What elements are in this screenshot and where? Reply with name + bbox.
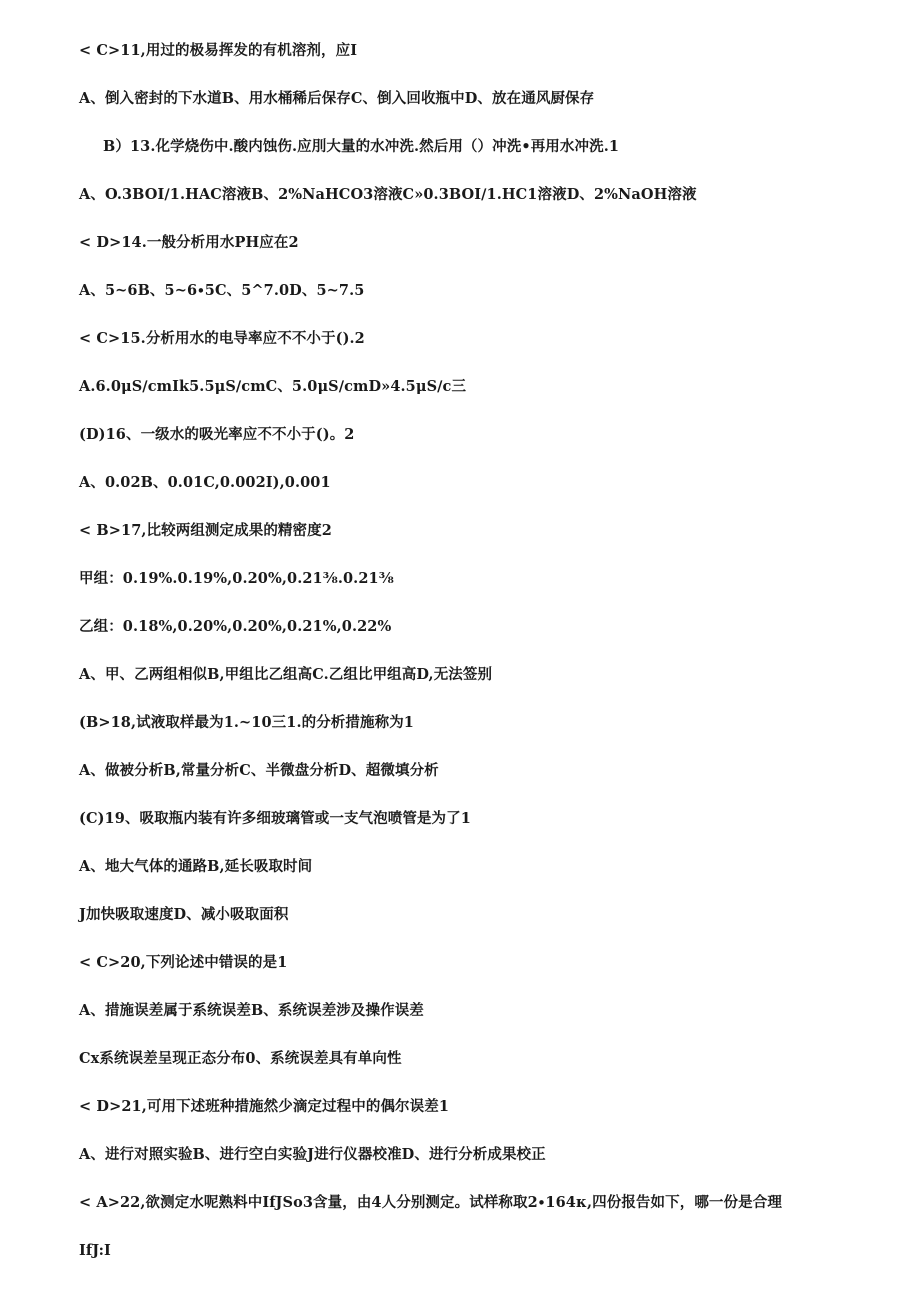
- text-line-q11: < C>11,用过的极易挥发的有机溶剂，应I: [79, 42, 358, 59]
- text-line-q20-options-2: Cx系统误差呈现正态分布0、系统误差具有单向性: [79, 1050, 402, 1067]
- text-line-q15: < C>15.分析用水的电导率应不不小于().2: [79, 330, 365, 347]
- text-line-q15-options: A.6.0μS∕cmIk5.5μS∕cmC、5.0μS∕cmD»4.5μS∕c三: [79, 378, 467, 395]
- text-line-q14: < D>14.一般分析用水PH应在2: [79, 234, 299, 251]
- text-line-q17-options: A、甲、乙两组相似B,甲组比乙组高C.乙组比甲组高D,无法签别: [79, 666, 493, 683]
- text-line-q14-options: A、5~6B、5~6∙5C、5^7.0D、5~7.5: [79, 282, 365, 299]
- text-line-q19-options-2: J加快吸取速度D、减小吸取面积: [79, 906, 289, 923]
- text-line-q21: < D>21,可用下述班种措施然少滴定过程中的偶尔误差1: [79, 1098, 450, 1115]
- text-line-q16-options: A、0.02B、0.01C,0.002I),0.001: [79, 474, 331, 491]
- text-line-q18-options: A、做被分析B,常量分析C、半微盘分析D、超微填分析: [79, 762, 439, 779]
- text-line-q16: (D)16、一级水的吸光率应不不小于()。2: [79, 426, 355, 443]
- text-line-q18: (B>18,试液取样最为1.~10三1.的分析措施称为1: [79, 714, 414, 731]
- text-line-q13-options: A、O.3BOI∕1.HAC溶液B、2%NaHCO3溶液C»0.3BOI∕1.HC1溶液D、2%NaOH溶液: [79, 186, 697, 203]
- text-line-q17: < B>17,比较两组测定成果的精密度2: [79, 522, 332, 539]
- text-line-q19-options-1: A、地大气体的通路B,延长吸取时间: [79, 858, 313, 875]
- text-line-q19: (C)19、吸取瓶内装有许多细玻璃管或一支气泡喷管是为了1: [79, 810, 471, 827]
- text-line-q22-cont: IfJ:I: [79, 1242, 111, 1259]
- text-line-q13: B）13.化学烧伤中.酸内蚀伤.应刖大量的水冲洗.然后用（）冲洗•再用水冲洗.1: [103, 138, 620, 155]
- text-line-q20: < C>20,下列论述中错误的是1: [79, 954, 288, 971]
- text-line-q20-options-1: A、措施误差属于系统误差B、系统误差涉及操作误差: [79, 1002, 424, 1019]
- text-line-q17-group-a: 甲组：0.19%.0.19%,0.20%,0.21⅜.0.21⅜: [79, 570, 394, 587]
- text-line-q22: < A>22,欲测定水呢熟料中IfJSo3含量，由4人分别测定。试样称取2∙164κ,四份报告如下，哪一份是合理: [79, 1194, 782, 1211]
- text-line-q11-options: A、倒入密封的下水道B、用水桶稀后保存C、倒入回收瓶中D、放在通风厨保存: [79, 90, 595, 107]
- text-line-q17-group-b: 乙组：0.18%,0.20%,0.20%,0.21%,0.22%: [79, 618, 392, 635]
- text-line-q21-options: A、进行对照实验B、进行空白实验J进行仪器校准D、进行分析成果校正: [79, 1146, 546, 1163]
